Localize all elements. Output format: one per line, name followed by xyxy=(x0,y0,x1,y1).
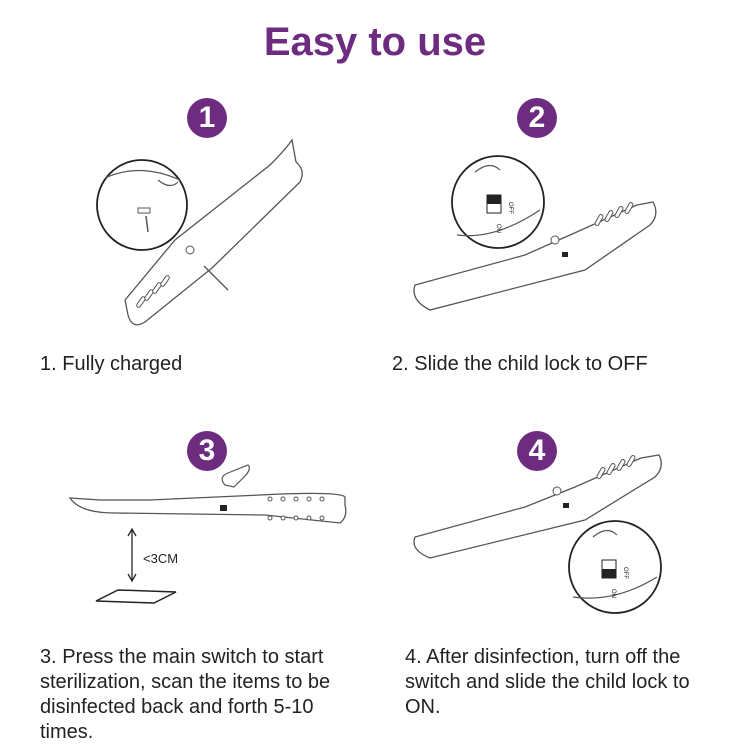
switch-off-label: OFF xyxy=(507,202,513,214)
step-3-caption: 3. Press the main switch to start sterilization, scan the items to be disinfected back and forth 5-10 times. xyxy=(40,646,331,743)
step-4-badge: 4 xyxy=(517,431,557,471)
finger-icon xyxy=(222,465,249,487)
step-1-caption: 1. Fully charged xyxy=(40,353,183,375)
step-4 xyxy=(375,425,750,745)
step-2 xyxy=(375,90,750,410)
switch-off-label: OFF xyxy=(622,567,628,579)
step-3 xyxy=(0,425,375,745)
page-title: Easy to use xyxy=(263,20,487,64)
step-4-caption: 4. After disinfection, turn off the switch and slide the child lock to ON. xyxy=(405,646,690,718)
step-2-badge: 2 xyxy=(517,98,557,138)
sterilizer-wand xyxy=(70,493,346,523)
step-2-caption: 2. Slide the child lock to OFF xyxy=(392,353,648,375)
step-2-illustration xyxy=(375,90,750,350)
step-3-badge: 3 xyxy=(187,431,227,471)
switch-on-label: ON xyxy=(610,589,616,598)
step-1 xyxy=(0,90,375,410)
surface-icon xyxy=(96,590,176,603)
step-3-illustration xyxy=(0,425,375,625)
step-1-badge: 1 xyxy=(187,98,227,138)
zoom-circle xyxy=(97,160,187,250)
step-4-illustration xyxy=(375,425,750,625)
step-1-illustration xyxy=(0,90,375,350)
charging-cable xyxy=(204,266,228,290)
switch-on-label: ON xyxy=(495,224,501,233)
distance-label: <3CM xyxy=(143,551,179,566)
charging-port-icon xyxy=(138,208,150,213)
